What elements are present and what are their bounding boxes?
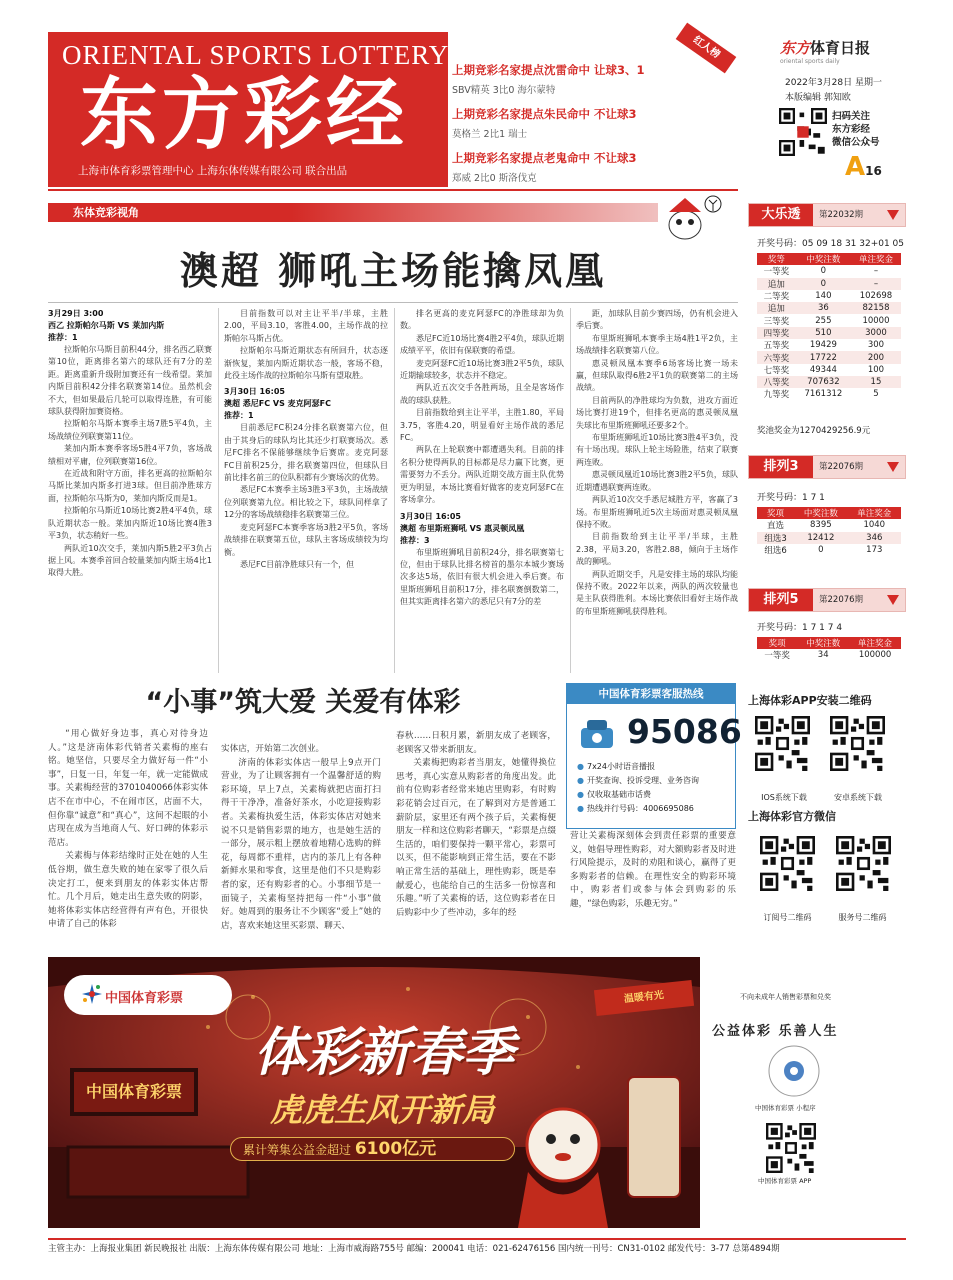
dlt-header: 大乐透 第22032期 xyxy=(748,203,906,227)
article-column: 3月29日 3:00 西乙 拉斯帕尔马斯 VS 莱加内斯 推荐：1 拉斯帕尔马斯目前积44分，排名西乙联赛第10位，距离排名第六的球队还有7分的差距。距离重新升级附加赛还有一线希望。莱加内斯目前积42分排名联赛第14位。虽然机会不大，但如果最后几轮可以取得连胜，有可能球队获得附加赛资格。 拉斯帕尔马斯本赛季主场7胜5平4负，主场战绩位列联赛第11位。 莱加内斯本赛季客场5胜4平7负，客场战绩相对平庸，位列联赛第16位。 在近战和附守方面，排名更高的拉斯帕尔马斯比莱加内斯多打进3球。但目前净胜球方面，拉斯帕尔马斯为0，莱加内斯反而是1。 拉斯帕尔马斯近10场比赛2胜4平4负，球队近期状态一般。莱加内斯近10场比赛4胜3平3负，状态稍好一些。 两队近10次交手，莱加内斯5胜2平3负占据上风。本赛季首回合较量莱加内斯主场4比1取得大胜。 xyxy=(48,309,212,578)
footer-imprint: 主管主办：上海报业集团 新民晚报社 出版：上海东体传媒有限公司 地址：上海市威海路755号 邮编：200041 电话：021-62476156 国内统一刊号：CN31-0102 邮发代号：3-77 总第4894期 xyxy=(48,1238,906,1258)
prize-row: 三等奖 255 10000 xyxy=(763,315,890,327)
article-column: 距，加球队目前少赛四场，仍有机会进入季后赛。 布里斯班狮吼本赛季主场4胜1平2负，主场战绩排名联赛第八位。 惠灵顿凤凰本赛季6场客场比赛一场未赢，但球队取得6胜2平1负的联赛第二的主场战绩。 目前两队的净胜球均为负数，进攻方面近场比赛打进19个，但排名更高的惠灵顿凤凰失球比布里斯班狮吼还要多2个。 布里斯班狮吼近10场比赛3胜4平3负，没有十场出现。球队上轮主场险胜，结束了联赛两连败。 惠灵顿凤凰近10场比赛3胜2平5负，球队近期遭遇联赛两连败。 两队近10次交手悉尼城胜方平，客赢了3场。布里斯班狮吼近5次主场面对惠灵顿凤凰保持不败。 目前指数给到主让平半/半球，主胜2.38，平局3.20，客胜2.88，倾向于主场作战的狮吼。 两队近期交手，凡是安排主场的球队均能保持不败。2022年以来，两队的两次较量也是主队获得胜利。本场比赛依旧看好主场作战的布里斯班狮吼获得胜利。 xyxy=(576,309,738,616)
match-date: 3月30日 16:05 xyxy=(224,387,285,397)
qr-label: 服务号二维码 xyxy=(838,913,887,922)
section-bar: 东体竞彩视角 xyxy=(48,203,658,222)
divider xyxy=(570,308,571,673)
prize-row: 九等奖 7161312 5 xyxy=(763,389,879,401)
article-column: 实体店，开始第二次创业。 济南的体彩实体店一般早上9点开门营业，为了让顾客拥有一个温馨舒适的购彩环境，早上7点，关素梅就把店面打扫得干干净净，准备好茶水，小吃迎接购彩者。关素梅执爱生活，体彩实体店对她来说不只是销售彩票的地方，也是她生活的一部分，展示粗上摆放着地精心选购的鲜花，每周都不重样，店内的茶几上有各种新鲜水果和零食，这里是他们不只是购彩者的家，还有购彩者的心。小事细节是一面镜子，关素梅坚持把每一件“小事”做好。她周到的服务让不少顾客“爱上”她的店，喜欢来她这里买彩票、聊天、 xyxy=(221,744,381,931)
prize-row: 一等奖 34 100000 xyxy=(764,650,892,662)
match-teams: 澳超 布里斯班狮吼 VS 惠灵顿凤凰 xyxy=(400,523,525,533)
sports-lottery-logo-icon xyxy=(80,982,104,1006)
app-qr-title: 上海体彩APP安装二维码 xyxy=(748,694,872,707)
phone-icon xyxy=(577,714,617,754)
prize-row: 六等奖 17722 200 xyxy=(757,351,901,363)
ad-fund-banner: 累计筹集公益金超过 6100亿元 xyxy=(230,1137,515,1161)
article-column: 春秋……日积月累，新朋友成了老顾客，老顾客又带来新朋友。 关素梅把购彩者当朋友，她懂得换位思考，真心实意从购彩者的角度出发。此前有位购彩者经常来她店里购彩，有时购彩花销会过百元，在了解到对方是普通工薪阶层，家里还有两个孩子后，关素梅便朋友一样和这位购彩者聊天，“彩票是点缀生活的，咱们要保持一颗平常心，彩票可以买，但不能影响到正常生活，要在不影响正常生活的基础上，理性购彩，既是奉献爱心，也能给自己的生活多一份惊喜和乐趣。”听了关素梅的话，这位购彩者在日后购彩中少了些冲动，多年的经 xyxy=(396,731,556,918)
hotline-number[interactable]: 95086 xyxy=(627,712,742,751)
pl5-prize-table: 奖项 中奖注数 单注奖金 一等奖 34 100000 xyxy=(757,637,901,662)
article-column: 营让关素梅深刻体会到责任彩票的重要意义，她倡导理性购彩，对大额购彩者及时进行风险提示，及时的劝阻和谈心，赢得了更多购彩者的信赖。在理性安全的购彩环境中，购彩者们或参与体会到购彩的乐趣，“绿色购彩，乐趣无穷。” xyxy=(570,831,736,909)
match-pick: 推荐：3 xyxy=(400,535,430,545)
app-caption: 中国体育彩票 APP xyxy=(758,1177,812,1185)
dlt-jackpot: 奖池奖金为1270429256.9元 xyxy=(757,426,871,436)
article-headline: “小事”筑大爱 关爱有体彩 xyxy=(145,687,461,718)
chevron-down-icon[interactable] xyxy=(887,210,899,220)
prize-row: 八等奖 707632 15 xyxy=(757,376,901,388)
match-teams: 西乙 拉斯帕尔马斯 VS 莱加内斯 xyxy=(48,321,165,330)
match-date: 3月30日 16:05 xyxy=(400,511,461,521)
prize-row: 组选3 12412 346 xyxy=(757,532,901,544)
ad-subtitle: 虎虎生风开新局 xyxy=(270,1091,495,1129)
issue-date: 2022年3月28日 星期一 xyxy=(785,78,882,88)
chevron-down-icon[interactable] xyxy=(887,462,899,472)
ad-brand: 中国体育彩票 xyxy=(105,991,184,1006)
dateline xyxy=(785,76,882,106)
masthead-title-en: ORIENTAL SPORTS LOTTERY xyxy=(62,40,450,70)
pl5-header: 排列5 第22076期 xyxy=(748,588,906,612)
article-headline: 澳超 狮吼主场能擒凤凰 xyxy=(179,249,607,293)
dlt-prize-table: 奖等 中奖注数 单注奖金 一等奖 0 – 追加 0 – 二等奖 140 102698 追加 36 82158 三等奖 255 10000 四等奖 510 3000 五等奖 19429 300 六等奖 17722 200 七等奖 49344 100 八等奖 707632 15 九等奖 7161312 5 xyxy=(757,253,901,401)
editor: 本版编辑 郭知欧 xyxy=(785,93,851,103)
prize-row: 追加 36 82158 xyxy=(757,302,901,314)
pl3-draw-numbers: 开奖号码：1 7 1 xyxy=(757,493,825,503)
red-list-item: 上期竞彩名家提点朱民命中 不让球3 莫格兰 2比1 瑞士 xyxy=(452,107,637,140)
article-column: “用心做好身边事，真心对待身边人。”这是济南体彩代销者关素梅的座右铭。她坚信，只要尽全力做好每一件“小事”，日复一日，年复一年，就一定能做成事。关素梅经营的3701040066体彩实体店不在市中心，不在闹市区，店面不大，但你靠“诚意”和“真心”，这间不起眼的小店现在成为当地商人气、好口碑的体彩示范店。 关素梅与体彩结缘时正处在她的人生低谷期，做生意失败的她在家零了很久后决定打工，便来到朋友的体彩实体店帮忙。几个月后，她走出生意失败的阴影，她将体彩实体店经营得有声有色，开很快申请了自己的体彩 xyxy=(48,729,208,930)
ad-title: 体彩新春季 xyxy=(254,1022,515,1083)
article-column: 排名更高的麦克阿瑟FC的净胜球却为负数。 悉尼FC近10场比赛4胜2平4负，球队近期成绩平平，依旧有保联赛的希望。 麦克阿瑟FC近10场比赛3胜2平5负，球队近期输球较多，状态并不稳定。 两队近五次交手各胜两场，且全是客场作战的球队获胜。 目前指数给到主让平半，主胜1.80，平局3.75，客胜4.20，明显看好主场作战的悉尼FC。 两队在上轮联赛中都遭遇失利。目前的排名积分使得两队的目标都是尽力赢下比赛，更需要努力不丢分。两队近期交战方面主队优势更为明显，本场比赛看好做客的麦克阿瑟FC在客场拿分。 3月30日 16:05 澳超 布里斯班狮吼 VS 惠灵顿凤凰 推荐：3 布里斯班狮吼目前积24分，排名联赛第七位，但由于球队比排名榜首的墨尔本城少赛场次多达5场，依旧有很大机会进入季后赛。布里斯班狮吼目前积17分，排名联赛倒数第二，但其实距离排名第六的悉尼只有7分的差 xyxy=(400,309,564,607)
prize-row: 一等奖 0 – xyxy=(763,266,879,278)
prize-row: 四等奖 510 3000 xyxy=(757,327,901,339)
qr-label: IOS系统下载 xyxy=(761,793,807,802)
divider xyxy=(394,308,395,673)
wechat-qr-code[interactable] xyxy=(779,108,827,156)
red-list xyxy=(452,62,712,194)
ad-notice: 不向未成年人销售彩票和兑奖 xyxy=(740,993,831,1001)
mini-program-caption: 中国体育彩票 小程序 xyxy=(755,1104,816,1112)
hotline-title: 中国体育彩票客服热线 xyxy=(567,684,735,704)
match-pick: 推荐：1 xyxy=(48,333,78,342)
masthead-title-cn: 东方彩经 xyxy=(80,70,409,160)
page-number: A16 xyxy=(845,152,882,182)
wechat-qr-title: 上海体彩官方微信 xyxy=(748,810,836,823)
chevron-down-icon[interactable] xyxy=(887,595,899,605)
qr-caption: 扫码关注 东方彩经 微信公众号 xyxy=(832,111,880,148)
masthead xyxy=(48,32,448,187)
prize-row: 组选6 0 173 xyxy=(764,545,883,557)
red-list-item: 上期竞彩名家提点沈雷命中 让球3、1 SBV精英 3比0 海尔蒙特 xyxy=(452,63,645,96)
prize-row: 七等奖 49344 100 xyxy=(763,364,885,376)
pl3-prize-table: 奖项 中奖注数 单注奖金 直选 8395 1040 组选3 12412 346 组选6 0 173 xyxy=(757,507,901,556)
match-date: 3月29日 3:00 xyxy=(48,309,104,318)
service-qr[interactable] xyxy=(836,836,891,891)
prize-row: 追加 0 – xyxy=(757,278,901,290)
red-list-item: 上期竞彩名家提点老鬼命中 不让球3 郑威 2比0 斯洛伐克 xyxy=(452,151,637,184)
hotline-features: ● 7x24小时语音播报 ● 开奖查询、投诉受理、业务咨询 ● 仅收取基础市话费 ● 热线并行号码：4006695086 xyxy=(577,760,699,816)
masthead-organizers: 上海市体育彩票管理中心 上海东体传媒有限公司 联合出品 xyxy=(78,165,348,177)
prize-row: 五等奖 19429 300 xyxy=(763,340,885,352)
prize-row: 直选 8395 1040 xyxy=(767,520,886,532)
ios-download-qr[interactable] xyxy=(755,716,810,771)
ad-slogan: 公益体彩 乐善人生 xyxy=(712,1024,839,1039)
qr-label: 订阅号二维码 xyxy=(763,913,812,922)
dlt-draw-numbers: 开奖号码：05 09 18 31 32+01 05 xyxy=(757,239,905,249)
divider xyxy=(48,302,738,303)
qr-label: 安卓系统下载 xyxy=(834,793,882,802)
divider xyxy=(48,189,738,191)
pl3-header: 排列3 第22076期 xyxy=(748,455,906,479)
article-column: 目前指数可以对主让平半/半球，主胜2.00，平局3.10，客胜4.00，主场作战的拉斯帕尔马斯占优。 拉斯帕尔马斯近期状态有所回升，状态逐渐恢复，莱加内斯近期状态一般，客场不稳，此役主场作战的拉斯帕尔马斯有望取胜。 3月30日 16:05 澳超 悉尼FC VS 麦克阿瑟FC 推荐：1 目前悉尼FC积24分排名联赛第六位，但由于其身后的球队均比其还少打联赛场次。悉尼FC排名不保能够继续争后赛席。麦克阿瑟FC目前积25分，排名联赛第四位，但球队目前比排名前三的位队积都有少赛场次的优势。 悉尼FC本赛季主场3胜3平3负，主场战绩位列联赛第九位。相比较之下，球队同样拿了12分的客场战绩稳排名联赛第三位。 麦克阿瑟FC本赛季客场3胜2平5负，客场战绩排在联赛第五位，球队主客场成绩较为均衡。 悉尼FC目前净胜球只有一个，但 xyxy=(224,309,388,569)
hotline-box xyxy=(566,683,742,829)
ad-shop-sign: 中国体育彩票 xyxy=(70,1068,198,1116)
match-pick: 推荐：1 xyxy=(224,411,254,421)
mascot-icon xyxy=(655,190,725,245)
match-teams: 澳超 悉尼FC VS 麦克阿瑟FC xyxy=(224,399,331,409)
divider xyxy=(218,308,219,673)
pl5-draw-numbers: 开奖号码：1 7 1 7 4 xyxy=(757,623,843,633)
red-list-tag: 红人榜 xyxy=(676,23,737,74)
paper-logo: 东方体育日报 oriental sports daily xyxy=(780,39,871,65)
subscription-qr[interactable] xyxy=(760,836,815,891)
android-download-qr[interactable] xyxy=(830,716,885,771)
ad-gold-banner: 温暖有光 xyxy=(594,980,694,1016)
mini-program-qr[interactable] xyxy=(768,1045,820,1097)
app-download-qr[interactable] xyxy=(766,1123,816,1173)
prize-row: 二等奖 140 102698 xyxy=(763,291,893,303)
